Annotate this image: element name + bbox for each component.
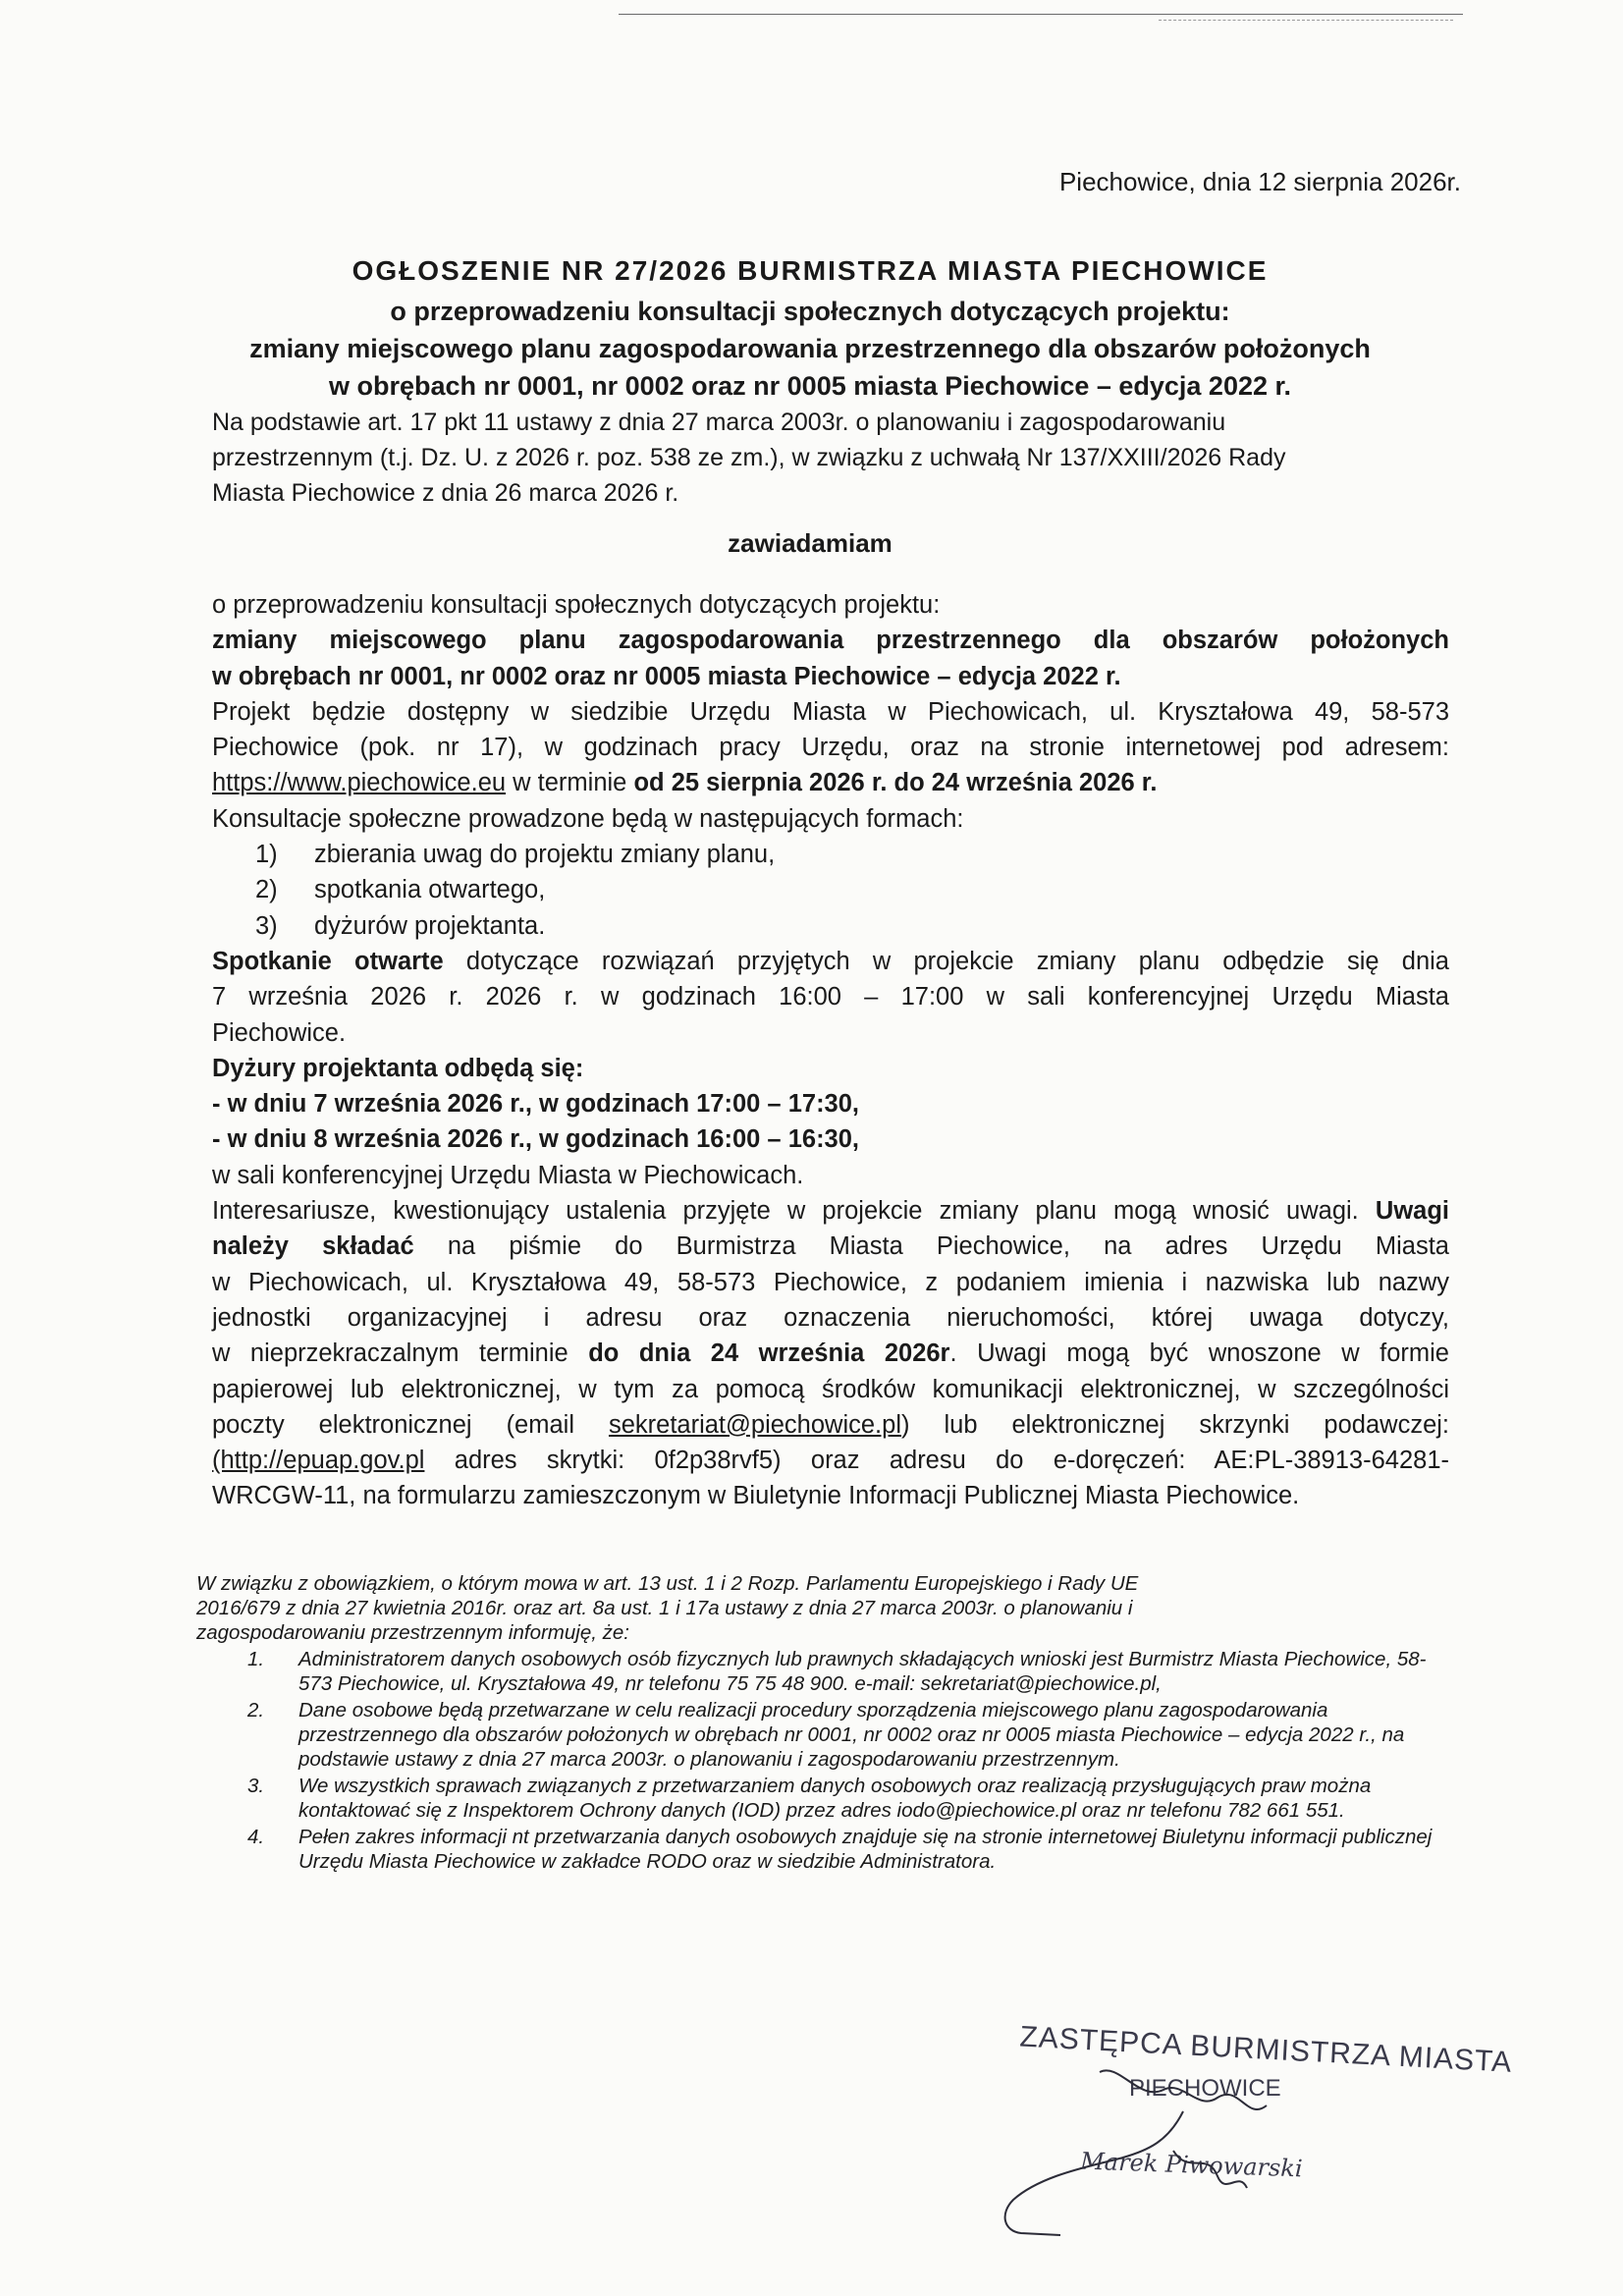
remarks-line: [212, 1229, 1449, 1264]
legal-basis: [212, 405, 1430, 511]
remarks-line: [212, 1193, 1449, 1229]
legal-basis-line: Miasta Piechowice z dnia 26 marca 2026 r.: [212, 479, 679, 507]
remarks-text: w nieprzekraczalnym terminie: [212, 1339, 589, 1368]
announcement-project-line-2: w obrębach nr 0001, nr 0002 oraz nr 0005 miasta Piechowice – edycja 2022 r.: [328, 371, 1292, 401]
forms-intro: Konsultacje społeczne prowadzone będą w następujących formach:: [212, 804, 964, 833]
meeting-text: dotyczące rozwiązań przyjętych w projekcie zmiany planu odbędzie się dnia: [443, 947, 1449, 975]
remarks-text: adres skrytki: 0f2p38rvf5) oraz adresu do e-doręczeń: AE:PL-38913-64281-: [424, 1447, 1449, 1475]
announcement-title: OGŁOSZENIE NR 27/2026 BURMISTRZA MIASTA PIECHOWICE: [352, 255, 1269, 286]
availability-term-line: [212, 765, 1449, 800]
remarks-line: [212, 1336, 1449, 1371]
remarks-text: . Uwagi mogą być wnoszone w formie: [949, 1339, 1449, 1368]
scan-top-edge-line: [619, 14, 1463, 15]
list-item: [212, 872, 1449, 907]
remarks-bold: Uwagi: [1375, 1197, 1449, 1226]
remarks-text: poczty elektronicznej (email: [212, 1410, 609, 1439]
list-item: [196, 1647, 1443, 1696]
remarks-bold: należy składać: [212, 1232, 414, 1261]
announcement-subtitle: o przeprowadzeniu konsultacji społecznych dotyczących projektu:: [390, 297, 1230, 326]
remarks-line: [212, 1443, 1449, 1478]
list-number: 2): [255, 876, 278, 904]
website-link[interactable]: https://www.piechowice.eu: [212, 769, 507, 797]
list-item: [196, 1698, 1443, 1772]
duty-item: - w dniu 8 września 2026 r., w godzinach 16:00 – 16:30,: [212, 1125, 860, 1154]
gdpr-clause: [196, 1571, 1443, 1874]
remarks-line: [212, 1407, 1449, 1443]
list-number: 4.: [247, 1826, 265, 1848]
consultation-term: od 25 sierpnia 2026 r. do 24 września 2026 r.: [633, 769, 1158, 797]
forms-list: [212, 837, 1449, 944]
gdpr-list: [196, 1647, 1443, 1874]
list-item: [212, 908, 1449, 944]
remarks-line: w Piechowicach, ul. Kryształowa 49, 58-573 Piechowice, z podaniem imienia i nazwiska lub nazwy: [212, 1268, 1449, 1296]
remarks-text: ) lub elektronicznej skrzynki podawczej:: [901, 1410, 1449, 1439]
meeting-line: 7 września 2026 r. 2026 r. w godzinach 16:00 – 17:00 w sali konferencyjnej Urzędu Miasta: [212, 983, 1449, 1011]
body-intro: o przeprowadzeniu konsultacji społecznych dotyczących projektu:: [212, 591, 941, 619]
stamp-title: ZASTĘPCA BURMISTRZA MIASTA: [1018, 2020, 1513, 2079]
duty-heading: Dyżury projektanta odbędą się:: [212, 1054, 584, 1082]
list-text: Pełen zakres informacji nt przetwarzania danych osobowych znajduje się na stronie internetowej Biuletynu informacji publicznej Urzędu Miasta Piechowice w zakładce RODO oraz w siedzibie Administratora.: [298, 1826, 1433, 1873]
notify-heading: zawiadamiam: [728, 528, 893, 558]
remarks-text: na piśmie do Burmistrza Miasta Piechowice, na adres Urzędu Miasta: [413, 1232, 1449, 1261]
gdpr-intro-line: 2016/679 z dnia 27 kwietnia 2016r. oraz art. 8a ust. 1 i 17a ustawy z dnia 27 marca 2003r. o planowaniu i: [196, 1597, 1133, 1619]
list-number: 1.: [247, 1648, 265, 1670]
remarks-text: Interesariusze, kwestionujący ustalenia przyjęte w projekcie zmiany planu mogą wnosić uwagi.: [212, 1197, 1376, 1226]
meeting-line: [212, 944, 1449, 979]
list-text: zbierania uwag do projektu zmiany planu,: [314, 841, 776, 869]
duty-place: w sali konferencyjnej Urzędu Miasta w Piechowicach.: [212, 1161, 804, 1189]
meeting-label: Spotkanie otwarte: [212, 947, 444, 975]
announcement-project-line: zmiany miejscowego planu zagospodarowania przestrzennego dla obszarów położonych: [249, 334, 1371, 363]
remarks-line: papierowej lub elektronicznej, w tym za pomocą środków komunikacji elektronicznej, w szczególności: [212, 1375, 1449, 1403]
availability-mid: w terminie: [506, 769, 634, 797]
stamp-name: Marek Piwowarski: [1079, 2147, 1304, 2183]
list-number: 3): [255, 911, 278, 940]
epuap-link[interactable]: (http://epuap.gov.pl: [212, 1447, 425, 1475]
list-text: We wszystkich sprawach związanych z przetwarzaniem danych osobowych oraz realizacją przysługujących praw można kontaktować się z Inspektorem Ochrony danych (IOD) przez adres iodo@piechowice.pl oraz nr telefonu 782 661 551.: [298, 1775, 1372, 1822]
date-line: Piechowice, dnia 12 sierpnia 2026r.: [1058, 167, 1461, 196]
gdpr-intro-line: zagospodarowaniu przestrzennym informuję, że:: [196, 1621, 629, 1644]
list-number: 2.: [247, 1699, 265, 1722]
list-text: Dane osobowe będą przetwarzane w celu realizacji procedury sporządzenia miejscowego planu zagospodarowania przestrzennego dla obszarów położonych w obrębach nr 0001, nr 0002 oraz nr 0005 miasta Piechowice – edycja 2022 r., na podstawie ustawy z dnia 27 marca 2003r. o planowaniu i zagospodarowaniu przestrzennym.: [298, 1699, 1405, 1771]
duty-item: - w dniu 7 września 2026 r., w godzinach 17:00 – 17:30,: [212, 1090, 860, 1119]
meeting-line: Piechowice.: [212, 1018, 347, 1047]
list-text: spotkania otwartego,: [314, 876, 546, 904]
list-text: dyżurów projektanta.: [314, 911, 546, 940]
signature-stamp: [982, 2003, 1513, 2239]
availability-line: Projekt będzie dostępny w siedzibie Urzędu Miasta w Piechowicach, ul. Kryształowa 49, 58-573: [212, 697, 1449, 726]
list-number: 3.: [247, 1775, 265, 1797]
announcement-body: [212, 587, 1449, 1514]
project-name-line: zmiany miejscowego planu zagospodarowania przestrzennego dla obszarów położonych: [212, 627, 1449, 655]
list-text: Administratorem danych osobowych osób fizycznych lub prawnych składających wnioski jest Burmistrz Miasta Piechowice, 58-573 Piechowice, ul. Kryształowa 49, nr telefonu 75 75 48 900. e-mail: sekretariat@piechowice.pl,: [298, 1648, 1427, 1695]
stamp-graphic: [982, 2003, 1513, 2239]
scan-top-edge-dashes: [1159, 20, 1453, 21]
remarks-deadline: do dnia 24 września 2026r: [588, 1339, 950, 1368]
legal-basis-line: przestrzennym (t.j. Dz. U. z 2026 r. poz. 538 ze zm.), w związku z uchwałą Nr 137/XXIII/2026 Rady: [212, 444, 1286, 471]
project-name-line: w obrębach nr 0001, nr 0002 oraz nr 0005 miasta Piechowice – edycja 2022 r.: [212, 662, 1121, 690]
legal-basis-line: Na podstawie art. 17 pkt 11 ustawy z dnia 27 marca 2003r. o planowaniu i zagospodarowaniu: [212, 409, 1226, 436]
remarks-line: jednostki organizacyjnej i adresu oraz oznaczenia nieruchomości, której uwaga dotyczy,: [212, 1303, 1449, 1332]
list-item: [196, 1774, 1443, 1823]
gdpr-intro-line: W związku z obowiązkiem, o którym mowa w art. 13 ust. 1 i 2 Rozp. Parlamentu Europejskiego i Rady UE: [196, 1572, 1139, 1595]
stamp-town: PIECHOWICE: [1129, 2075, 1281, 2102]
list-item: [196, 1825, 1443, 1874]
availability-line: Piechowice (pok. nr 17), w godzinach pracy Urzędu, oraz na stronie internetowej pod adresem:: [212, 734, 1449, 762]
email-link[interactable]: sekretariat@piechowice.pl: [608, 1410, 901, 1439]
remarks-line: WRCGW-11, na formularzu zamieszczonym w Biuletynie Informacji Publicznej Miasta Piechowice.: [212, 1482, 1300, 1510]
list-item: [212, 837, 1449, 872]
list-number: 1): [255, 841, 278, 869]
